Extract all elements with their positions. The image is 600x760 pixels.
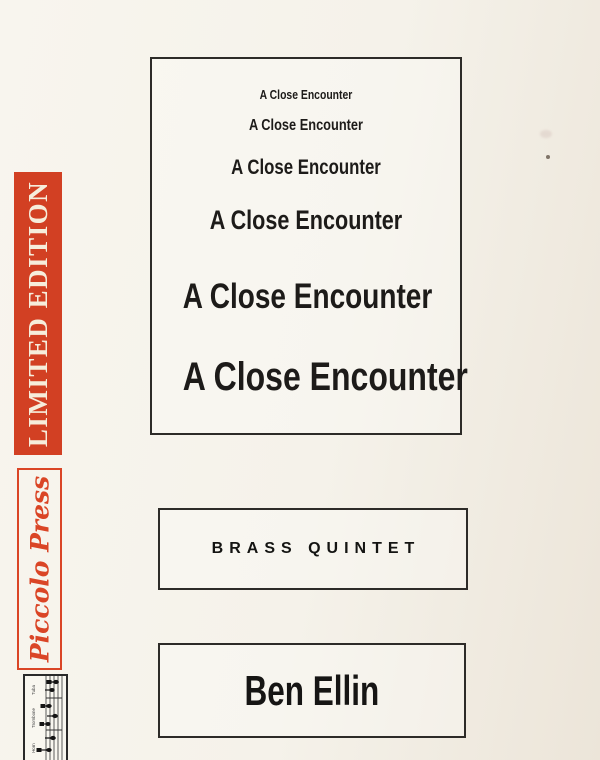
ensemble-label: BRASS QUINTET — [211, 540, 421, 557]
instrument-label-horn: Horn — [31, 743, 36, 753]
dust-speck — [546, 155, 550, 159]
title-line-6: A Close Encounter — [182, 355, 468, 399]
instrument-label-tuba: Tuba — [31, 685, 36, 695]
paper-smudge — [540, 130, 552, 138]
title-line-5: A Close Encounter — [182, 277, 433, 316]
title-line-4: A Close Encounter — [209, 205, 403, 235]
limited-edition-label: LIMITED EDITION — [23, 180, 53, 447]
composer-name: Ben Ellin — [244, 666, 380, 714]
publisher-name: Piccolo Press — [25, 475, 54, 663]
title-box — [150, 57, 468, 435]
instrument-label-trombone: Trombone — [31, 708, 36, 728]
music-notation — [25, 676, 66, 760]
title-line-3: A Close Encounter — [231, 156, 381, 179]
music-excerpt-box — [23, 674, 68, 760]
composer-box — [158, 643, 466, 738]
publisher-box — [17, 468, 62, 670]
title-line-1: A Close Encounter — [259, 87, 353, 102]
title-line-2: A Close Encounter — [248, 117, 364, 134]
limited-edition-banner — [14, 172, 62, 455]
ensemble-box — [158, 508, 468, 590]
